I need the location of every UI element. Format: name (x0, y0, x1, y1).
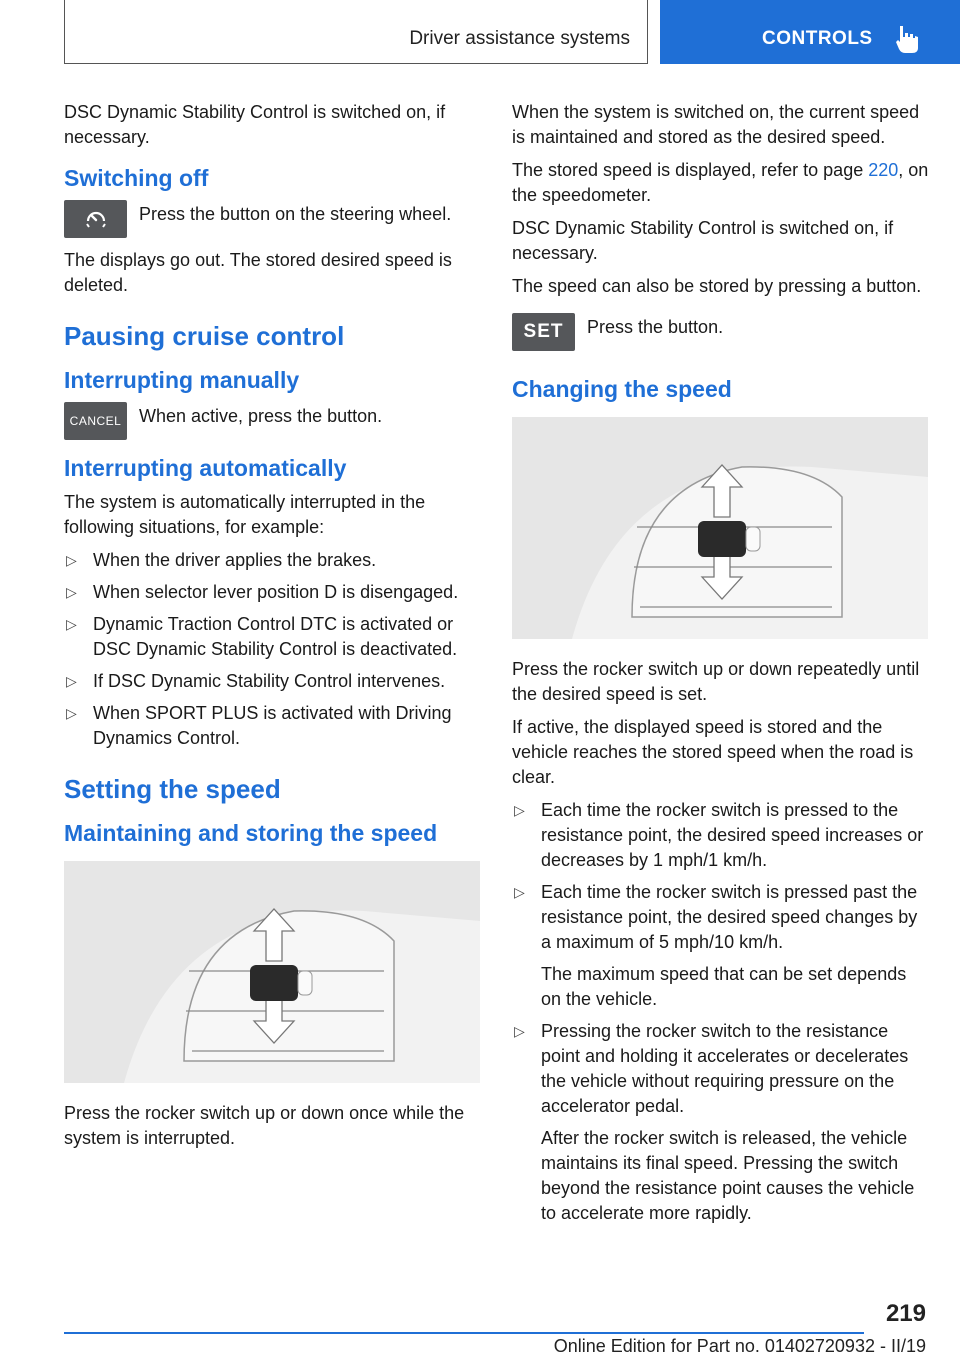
list-item-note: After the rocker switch is released, the vehicle maintains its final speed. Pressing the switch beyond the resistance point causes the vehicle to accelerate more rapidly. (541, 1128, 915, 1223)
heading-maintaining-storing: Maintaining and storing the speed (64, 820, 438, 846)
list-item: ▷ When the driver applies the brakes. (64, 548, 482, 573)
cruise-control-button-image (64, 200, 127, 238)
list-item: ▷ Pressing the rocker switch to the resistance point and holding it accelerates or decelerates the vehicle without requiring pressure on the accelerator pedal. After the rocker switch is released, the vehicle maintains its final speed. Pressing the switch beyond the resistance point causes the vehicle to accelerate more rapidly. (512, 1019, 930, 1226)
button-instruction: Press the button. (587, 317, 724, 337)
list-item: ▷ Dynamic Traction Control DTC is activated or DSC Dynamic Stability Control is deactivated. (66, 614, 458, 659)
heading-setting-speed: Setting the speed (64, 774, 281, 804)
paragraph: When the system is switched on, the current speed is maintained and stored as the desired speed. (512, 102, 920, 147)
set-row (512, 313, 930, 351)
paragraph: DSC Dynamic Stability Control is switched on, if necessary. (64, 102, 446, 147)
list-item: ▷ When SPORT PLUS is activated with Driving Dynamics Control. (66, 703, 452, 748)
button-instruction: Press the button on the steering wheel. (139, 204, 452, 224)
interrupt-list (64, 548, 482, 751)
triangle-bullet-icon: ▷ (514, 884, 525, 900)
triangle-bullet-icon: ▷ (66, 705, 77, 721)
steering-wheel-photo (64, 861, 480, 1083)
heading-interrupting-manually: Interrupting manually (64, 367, 300, 393)
chapter-tab[interactable] (660, 0, 960, 64)
heading-interrupting-automatically: Interrupting automatically (64, 455, 347, 481)
paragraph: The stored speed is displayed, refer to page 220, on the speedometer. (512, 160, 929, 205)
set-button-image (512, 313, 575, 351)
right-column (512, 100, 930, 1236)
steering-wheel-photo (512, 417, 928, 639)
triangle-bullet-icon: ▷ (66, 616, 77, 632)
steering-wheel-rocker-image (64, 861, 480, 1083)
speed-change-list (512, 798, 930, 1226)
steering-wheel-rocker-image (512, 417, 928, 639)
list-item-note: The maximum speed that can be set depends on the vehicle. (541, 964, 907, 1009)
triangle-bullet-icon: ▷ (66, 584, 77, 600)
set-label: SET (523, 321, 564, 342)
cancel-row (64, 402, 482, 440)
header-section-title: Driver assistance systems (409, 28, 630, 49)
list-item: ▷ Each time the rocker switch is pressed past the resistance point, the desired speed changes by a maximum of 5 mph/10 km/h. The maximum speed that can be set depends on the vehicle. (512, 880, 930, 1012)
hand-pointer-icon (895, 24, 919, 54)
page-reference-link[interactable]: 220 (868, 160, 899, 180)
cruise-control-icon (83, 207, 109, 231)
paragraph: The speed can also be stored by pressing a button. (512, 276, 922, 296)
triangle-bullet-icon: ▷ (66, 552, 77, 568)
paragraph: Press the rocker switch up or down repeatedly until the desired speed is set. (512, 659, 920, 704)
paragraph: If active, the displayed speed is stored and the vehicle reaches the stored speed when the road is clear. (512, 717, 914, 787)
button-instruction: When active, press the button. (139, 406, 383, 426)
cancel-button-image (64, 402, 127, 440)
page-number: 219 (885, 1300, 926, 1327)
cancel-label: CANCEL (69, 414, 122, 428)
list-item: ▷ When selector lever position D is disengaged. (64, 580, 482, 605)
list-item: ▷ If DSC Dynamic Stability Control intervenes. (64, 669, 482, 694)
triangle-bullet-icon: ▷ (514, 802, 525, 818)
paragraph: The displays go out. The stored desired speed is deleted. (64, 250, 452, 295)
triangle-bullet-icon: ▷ (66, 673, 77, 689)
heading-pausing: Pausing cruise control (64, 321, 345, 351)
footer-edition: Online Edition for Part no. 01402720932 - II/19 (553, 1336, 926, 1356)
photo-caption: Press the rocker switch up or down once while the system is interrupted. (64, 1103, 465, 1148)
heading-changing-speed: Changing the speed (512, 376, 732, 402)
paragraph: DSC Dynamic Stability Control is switched on, if necessary. (512, 218, 894, 263)
switch-off-row (64, 200, 482, 238)
footer-divider (64, 1332, 864, 1334)
triangle-bullet-icon: ▷ (514, 1023, 525, 1039)
chapter-label: CONTROLS (762, 28, 873, 49)
left-column (64, 100, 482, 1159)
heading-switching-off: Switching off (64, 165, 209, 191)
paragraph: The system is automatically interrupted in the following situations, for example: (64, 492, 426, 537)
list-item: ▷ Each time the rocker switch is pressed to the resistance point, the desired speed increases or decreases by 1 mph/1 km/h. (514, 800, 924, 870)
